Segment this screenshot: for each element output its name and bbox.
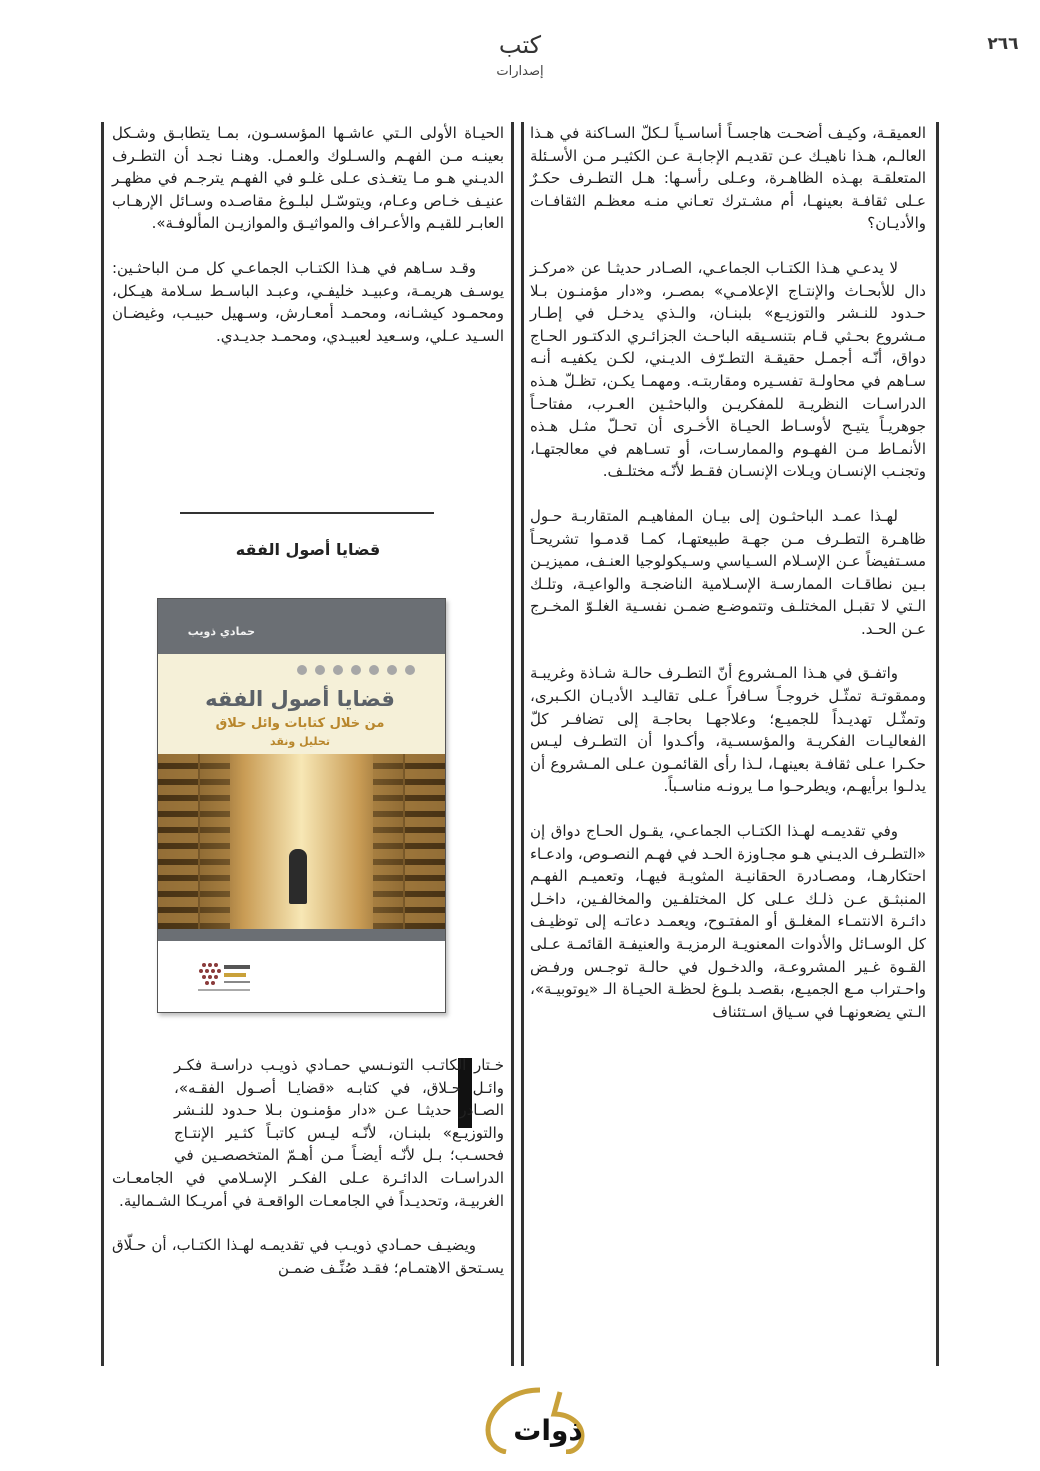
book-cover-image [157,598,446,1013]
left-column-bottom [112,1054,504,1279]
column-rule-middle-left [511,122,514,1366]
cover-author: حمادي ذويب [187,625,255,638]
right-paragraph-5: وفي تقديمـه لهـذا الكتـاب الجماعـي، يقـول الحـاج دواق إن «التطـرف الديـني هـو مجـاوزة الحـد في فهـم النصـوص، وادعـاء احتكارهـا، ومصـادرة الحقانيـة المثويـة فيهـا، وتعميـم الفهـم المنبثـق عـن ذلـك عـلى كل المختلفـين والمخالفـين، داخـل دائـرة الانتمـاء المغلـق أو المفتـوح، ويعمـد دعاتـه إلى توظيـف كل الوسـائل والأدوات المعنويـة الرمزيـة والعنيفـة القائمـة عـلى القـوة غـير المشروعـة، والدخـول في حالـة توجـس ورفـض واحـتراب مـع الجميـع، بقصـد بلـوغ لحظـة الحيـاة الـ «يوتوبيـة»، الـتي يضعونهـا في سـياق اسـتئناف [530,822,926,1021]
page-number: ٢٦٦ [987,34,1019,54]
left-paragraph-4: ويضيـف حمـادي ذويـب في تقديمـه لهـذا الكتـاب، أن حـلّاق يسـتحق الاهتمـام؛ فقـد صُنِّـف ضمـن [112,1236,504,1277]
publisher-logo-icon [194,957,254,997]
right-paragraph-2: لا يدعـي هـذا الكتـاب الجماعـي، الصـادر حديثـا عن «مركـز دال للأبحـاث والإنتـاج الإعلامـي» بمصـر، و«دار مؤمنـون بـلا حـدود للنـشر والتوزيـع» بلبنـان، والـذي يدخـل في إطـار مـشروع بحـثي قـام بتنسـيقه الباحـث الجزائـري الدكتـور الحـاج دواق، أنّـه أجمـل حقيقـة التطـرّف الديـني، لكـن يكفيـه أنـه سـاهم في محاولـة تفسـيره ومقاربتـه. ومهمـا يكـن، تظـلّ هـذه الدراسـات النظريـة للمفكريـن والباحثـين العـرب، مفتاحـاً جوهريـاً يتيـح لأوسـاط الحيـاة الأخـرى أن تحـلّ مثـل هـذه الأنمـاط مـن الفهـوم والممارسـات، أو تسـاهم في معالجتهـا، وتجنـب الإنسـان ويـلات الإنسـان فقـط لأنّـه مختلـف. [530,258,926,481]
right-paragraph-3: لهـذا عمـد الباحثـون إلى بيـان المفاهيـم المتقاربـة حـول ظاهـرة التطـرف مـن جهـة طبيعتهـا، كمـا قدمـوا تشريحـاً مسـتفيضاً عـن الإسـلام السـياسي وسـيكولوجيا العنـف، مميزيـن بـين نطاقـات الممارسـة الإسـلامية الناضجـة والواعيـة، وتلـك الـتي لا تقبـل المختلـف وتتموضـع ضمـن نفسـية الغلـوّ المخـرج عـن الحـد. [530,506,926,638]
left-paragraph-3-text: خـتار الكاتـب التونـسي حمـادي ذويـب دراسـة فكـر وائـل حـلاق، في كتابـه «قضايـا أصـول الفقـه»، الصـادر حديثـا عـن «دار مؤمنـون بـلا حـدود للنـشر والتوزيـع» بلبنـان، لأنّـه ليـس كاتبـاً كثـير الإنتـاج فحسـب؛ بـل لأنّـه أيضـاً مـن أهـمّ المتخصصـين في الدراسـات الدائـرة عـلى الفكـر الإسـلامي في الجامعـات الغربيـة، وتحديـداً في الجامعـات الواقعـة في أمريـكا الشـمالية. [112,1056,504,1210]
section-divider [180,512,434,514]
left-paragraph-1: الحيـاة الأولى الـتي عاشـها المؤسسـون، بمـا يتطابـق وشـكل بعينـه مـن الفهـم والسـلوك والعمـل. وهنـا نجـد أن التطـرف الديـني هـو مـا يتغـذى عـلى غلـو في الفهـم يترجـم في مظهـر عنيـف خـاص وعـام، ويتوسّـل لبلـوغ مقاصـده وسـائل الإرهـاب العابـر للقيـم والأعـراف والمواثيـق والموازيـن المألوفـة». [112,124,504,233]
dhawat-logo-icon [470,1384,610,1454]
cover-title: قضايا أصول الفقه [205,687,395,711]
left-paragraph-3 [112,1054,504,1212]
cover-library-photo [158,754,445,929]
book-section-heading: قضايا أصول الفقه [235,540,381,559]
column-rule-middle-right [521,122,524,1366]
right-paragraph-4: واتفـق في هـذا المـشروع أنّ التطـرف حالـة شـاذة وغريبـة وممقوتـة تمثّـل خروجـاً سـافراً عـلى تقاليـد الأديـان الكـبرى، وتمثّـل تهديـداً للجميـع؛ وعلاجهـا بحاجـة إلى تضافـر كلّ الفعاليـات الفكريـة والمؤسسـية، وأكـدوا أن التطـرف ليـس حكـرا عـلى ثقافـة بعينهـا، لـذا رأى القائمـون عـلى المـشروع أن يدلـوا برأيهـم، ويطرحـوا مـا يرونـه مناسـباً. [530,664,926,796]
cover-dots [297,665,427,675]
logo-text: ذوات [513,1414,583,1447]
cover-tagline: تحليل ونقد [270,735,330,748]
cover-subtitle: من خلال كتابات وائل حلاق [215,716,385,731]
column-rule-outer [936,122,939,1366]
section-subtitle: إصدارات [496,64,544,79]
left-paragraph-2: وقـد سـاهم في هـذا الكتـاب الجماعـي كل مـن الباحثـين: يوسـف هريمـة، وعبيـد خليفـي، وعبـد الباسـط سـلامة هيـكل، ومحمـود كيشـانه، ومحمـد أمعـارش، وسـهيل حبيـب، وغيضـان السـيد عـلي، وسـعيد لعبيـدي، ومحمـد جديـدي. [112,258,504,345]
right-paragraph-1: العميقـة، وكيـف أضحـت هاجسـاً أساسـياً لـكلّ السـاكنة في هـذا العالـم، هـذا ناهيـك عـن تقديـم الإجابـة عـن الكثيـر مـن الأسـئلة المتعلقـة بهـذه الظاهـرة، وعـلى رأسـها: هـل التطـرف حكـرٌ عـلى ثقافـة بعينهـا، أم مشـترك تعـاني منـه معظـم الثقافـات والأديـان؟ [530,124,926,233]
section-title: كتب [498,31,542,59]
cover-footer-band [158,929,445,941]
right-column [530,122,926,1023]
walking-figure-icon [289,849,307,904]
column-rule-inner [101,122,104,1366]
left-column-top [112,122,504,347]
